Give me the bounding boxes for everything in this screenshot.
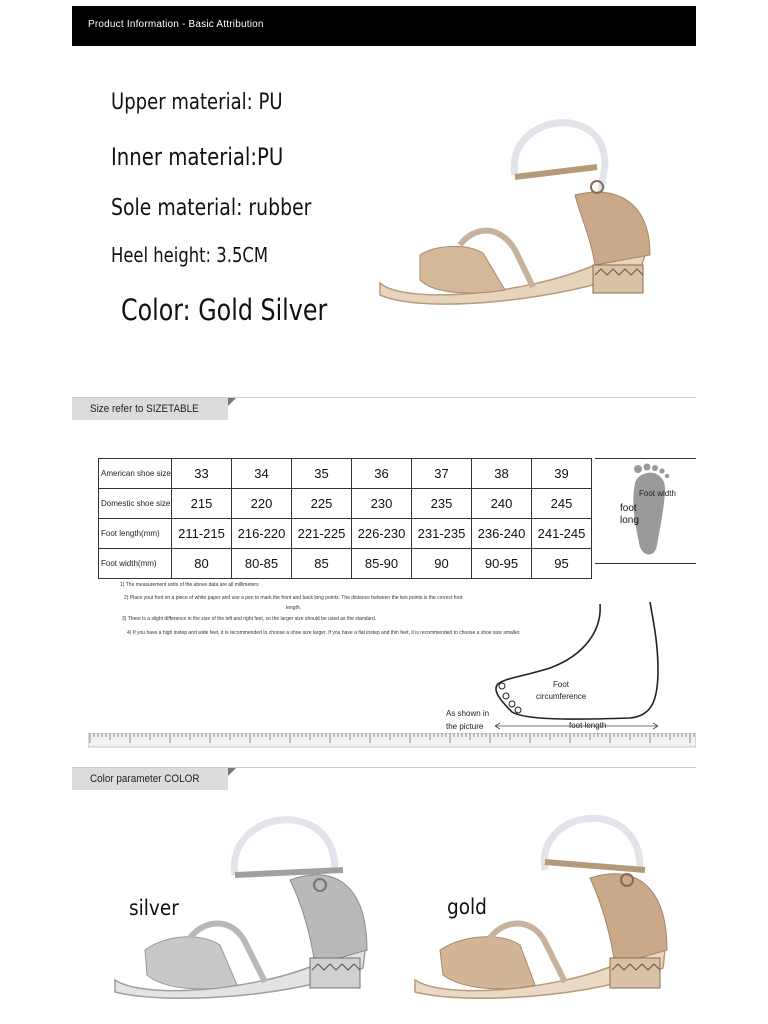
size-section-tab	[72, 398, 228, 420]
foot-circumference-label: Foot circumference	[536, 680, 587, 701]
size-cell: 37	[412, 459, 472, 489]
size-cell: 95	[532, 549, 592, 579]
size-row-label: Foot width(mm)	[99, 549, 172, 579]
size-cell: 245	[532, 489, 592, 519]
size-table-row	[99, 459, 592, 489]
size-cell: 85-90	[352, 549, 412, 579]
note-1: 1) The measurement units of the above data are all millimeters	[120, 582, 259, 588]
size-cell: 225	[292, 489, 352, 519]
foot-diagram-cell	[595, 458, 696, 564]
foot-long-label: foot long	[620, 503, 639, 526]
note-3: 3) There is a slight difference in the size of the left and right feet, so the larger size should be used as the standard.	[122, 616, 377, 622]
ruler-graphic	[88, 733, 696, 749]
header-title: Product Information - Basic Attribution	[88, 19, 264, 30]
section-header-bar	[72, 6, 696, 46]
gold-color-label: gold	[447, 895, 487, 919]
size-cell: 236-240	[472, 519, 532, 549]
size-row-label: American shoe size	[99, 459, 172, 489]
size-section-title: Size refer to SIZETABLE	[90, 403, 199, 415]
size-cell: 38	[472, 459, 532, 489]
size-cell: 33	[172, 459, 232, 489]
color-section-title: Color parameter COLOR	[90, 773, 200, 785]
size-cell: 230	[352, 489, 412, 519]
tab-corner-marker	[228, 398, 236, 406]
foot-outline-drawing	[490, 600, 665, 735]
silver-color-label: silver	[129, 896, 179, 920]
size-row-label: Domestic shoe size	[99, 489, 172, 519]
size-cell: 39	[532, 459, 592, 489]
note-4: 4) If you have a high instep and wide feet, it is recommended to choose a shoe size larger. If you have a flat instep and thin feet, it is recommended to choose a shoe size smaller.	[127, 630, 521, 636]
as-shown-label: As shown in the picture	[446, 709, 490, 731]
size-cell: 34	[232, 459, 292, 489]
size-cell: 220	[232, 489, 292, 519]
size-cell: 35	[292, 459, 352, 489]
foot-width-label: Foot width	[639, 489, 676, 498]
tab-corner-marker-2	[228, 768, 236, 776]
size-cell: 85	[292, 549, 352, 579]
size-cell: 216-220	[232, 519, 292, 549]
inner-material-text: Inner material:PU	[111, 143, 284, 171]
size-cell: 235	[412, 489, 472, 519]
size-cell: 221-225	[292, 519, 352, 549]
note-2: 2) Place your foot on a piece of white paper and use a pen to mark the front and back long points. The distance between the two points is the correct foot	[124, 595, 463, 601]
size-cell: 80-85	[232, 549, 292, 579]
size-cell: 241-245	[532, 519, 592, 549]
color-section-tab	[72, 768, 228, 790]
sole-material-text: Sole material: rubber	[111, 195, 312, 221]
size-cell: 240	[472, 489, 532, 519]
size-cell: 226-230	[352, 519, 412, 549]
size-cell: 231-235	[412, 519, 472, 549]
size-cell: 90-95	[472, 549, 532, 579]
size-table	[98, 458, 592, 579]
size-cell: 215	[172, 489, 232, 519]
size-row-label: Foot length(mm)	[99, 519, 172, 549]
size-cell: 80	[172, 549, 232, 579]
note-2b: length.	[286, 605, 302, 611]
size-table-row	[99, 549, 592, 579]
size-cell: 90	[412, 549, 472, 579]
size-cell: 36	[352, 459, 412, 489]
gold-sandal-image	[365, 105, 665, 325]
color-text: Color: Gold Silver	[121, 293, 328, 327]
foot-length-label: foot length	[569, 721, 607, 730]
upper-material-text: Upper material: PU	[111, 90, 283, 115]
size-table-row	[99, 519, 592, 549]
heel-height-text: Heel height: 3.5CM	[111, 243, 268, 267]
size-cell: 211-215	[172, 519, 232, 549]
size-table-row	[99, 489, 592, 519]
